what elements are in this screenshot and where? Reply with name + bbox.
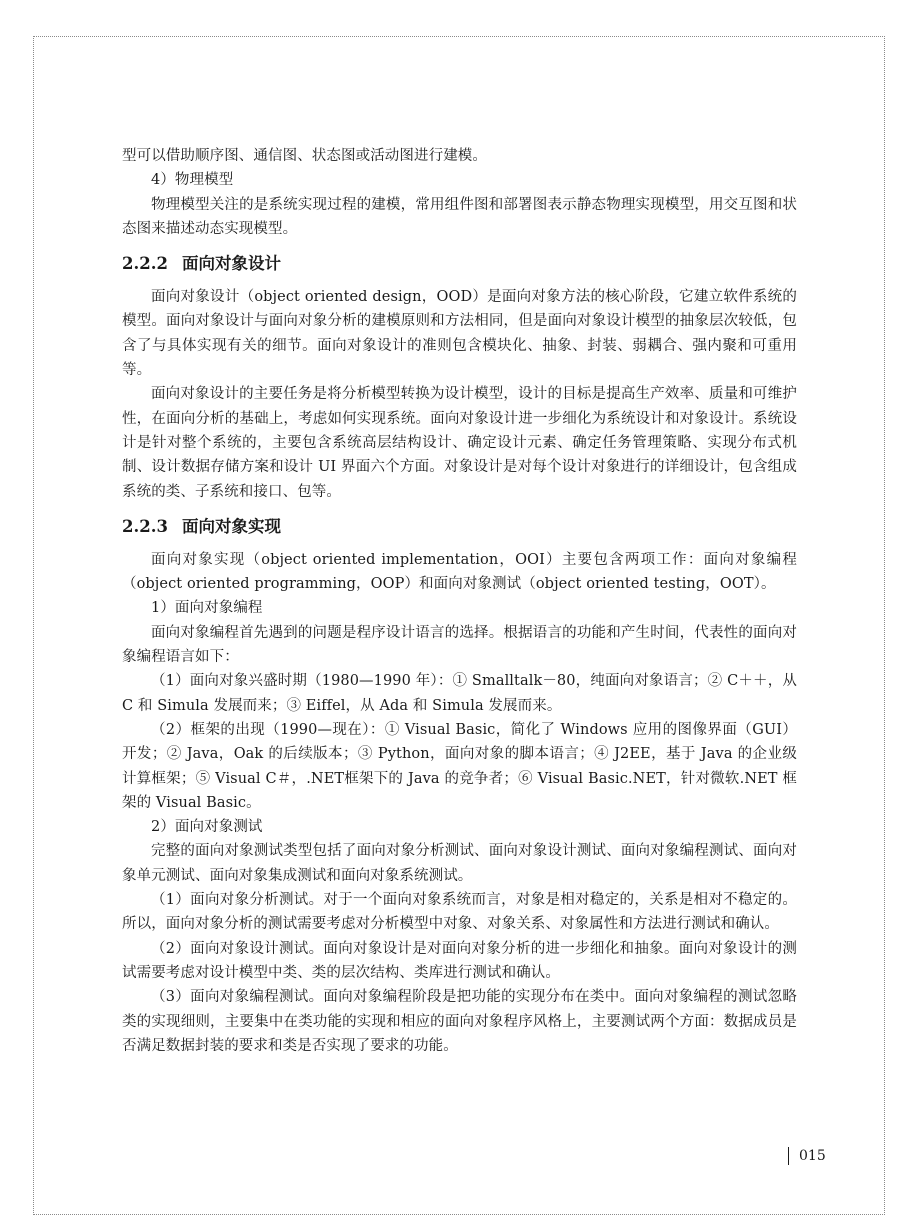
- section-title: 面向对象实现: [181, 516, 281, 536]
- section-heading-2-2-2: [122, 252, 797, 276]
- list-item: （3）面向对象编程测试。面向对象编程阶段是把功能的实现分布在类中。面向对象编程的测试忽略类的实现细则，主要集中在类功能的实现和相应的面向对象程序风格上，主要测试两个方面：数据成员是否满足数据封装的要求和类是否实现了要求的功能。: [122, 989, 797, 1054]
- page-number: 015: [788, 1147, 826, 1165]
- section-heading-2-2-3: [122, 515, 797, 539]
- paragraph: 面向对象设计的主要任务是将分析模型转换为设计模型，设计的目标是提高生产效率、质量和可维护性，在面向分析的基础上，考虑如何实现系统。面向对象设计进一步细化为系统设计和对象设计。系统设计是针对整个系统的，主要包含系统高层结构设计、确定设计元素、确定任务管理策略、实现分布式机制、设计数据存储方案和设计 UI 界面六个方面。对象设计是对每个设计对象进行的详细设计，包含组成系统的类、子系统和接口、包等。: [122, 386, 797, 500]
- paragraph: 面向对象设计（object oriented design，OOD）是面向对象方法的核心阶段，它建立软件系统的模型。面向对象设计与面向对象分析的建模原则和方法相同，但是面向对象设计模型的抽象层次较低，包含了与具体实现有关的细节。面向对象设计的准则包含模块化、抽象、封装、弱耦合、强内聚和可重用等。: [122, 289, 797, 379]
- list-item: （2）框架的出现（1990—现在）：① Visual Basic，简化了 Windows 应用的图像界面（GUI）开发；② Java，Oak 的后续版本；③ Python，面向对象的脚本语言；④ J2EE，基于 Java 的企业级计算框架；⑤ Visual C＃，.NET框架下的 Java 的竞争者；⑥ Visual Basic.NET，针对微软.NET 框架的 Visual Basic。: [122, 721, 797, 811]
- subheading-physical-model: 4）物理模型: [151, 172, 234, 189]
- list-item: （1）面向对象兴盛时期（1980—1990 年）：① Smalltalk－80，纯面向对象语言；② C＋＋，从 C 和 Simula 发展而来；③ Eiffel，从 Ada 和 Simula 发展而来。: [122, 673, 797, 714]
- section-number: 2.2.2: [122, 254, 168, 274]
- page-content: [122, 144, 797, 1058]
- list-item: （1）面向对象分析测试。对于一个面向对象系统而言，对象是相对稳定的，关系是相对不稳定的。所以，面向对象分析的测试需要考虑对分析模型中对象、对象关系、对象属性和方法进行测试和确认。: [122, 892, 797, 933]
- list-item: （2）面向对象设计测试。面向对象设计是对面向对象分析的进一步细化和抽象。面向对象设计的测试需要考虑对设计模型中类、类的层次结构、类库进行测试和确认。: [122, 940, 797, 981]
- section-title: 面向对象设计: [181, 254, 281, 274]
- paragraph: 型可以借助顺序图、通信图、状态图或活动图进行建模。: [122, 148, 487, 164]
- paragraph: 面向对象实现（object oriented implementation，OOI）主要包含两项工作：面向对象编程（object oriented programming，OOP）和面向对象测试（object oriented testing，OOT）。: [122, 551, 797, 593]
- paragraph: 面向对象编程首先遇到的问题是程序设计语言的选择。根据语言的功能和产生时间，代表性的面向对象编程语言如下：: [122, 624, 797, 666]
- section-number: 2.2.3: [122, 516, 168, 536]
- subheading-oop: 1）面向对象编程: [151, 600, 263, 617]
- subheading-oot: 2）面向对象测试: [151, 819, 263, 836]
- paragraph: 完整的面向对象测试类型包括了面向对象分析测试、面向对象设计测试、面向对象编程测试、面向对象单元测试、面向对象集成测试和面向对象系统测试。: [122, 843, 797, 884]
- paragraph: 物理模型关注的是系统实现过程的建模，常用组件图和部署图表示静态物理实现模型，用交互图和状态图来描述动态实现模型。: [122, 196, 797, 237]
